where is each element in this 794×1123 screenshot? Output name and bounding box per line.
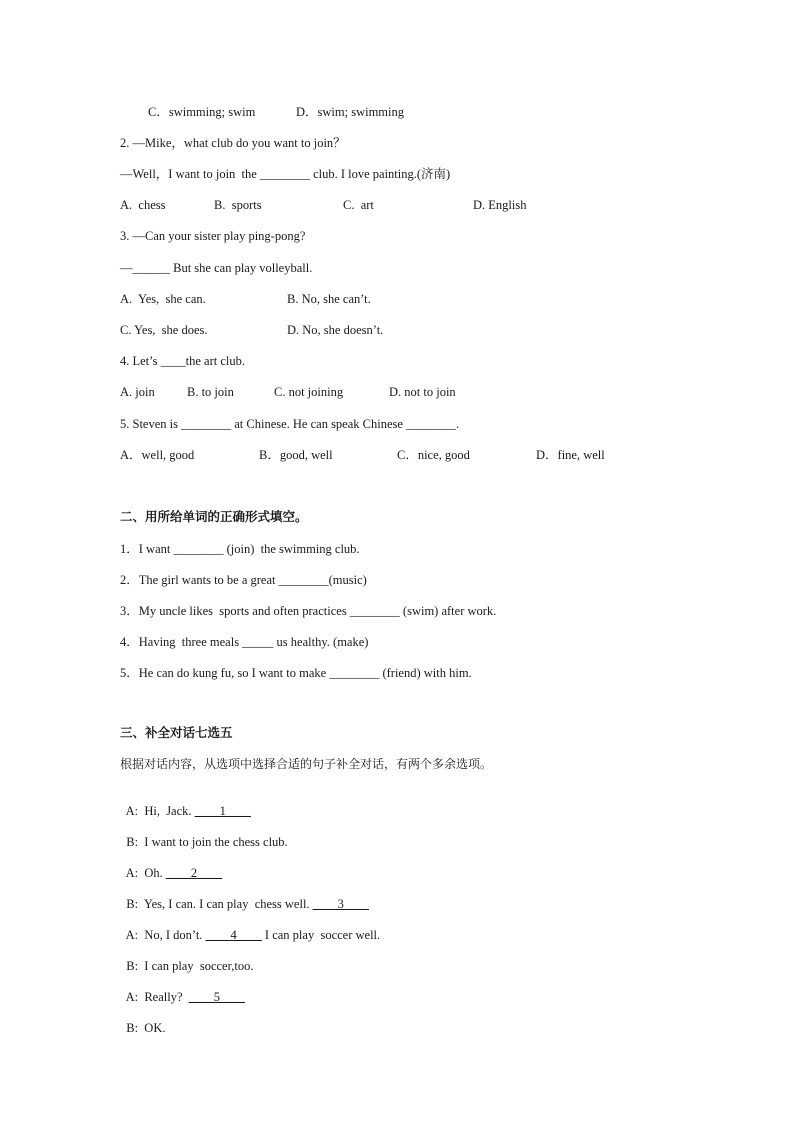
dialogue-text: A: No, I don’t.: [125, 928, 206, 942]
q5-option-d: D．fine, well: [536, 448, 605, 462]
q5-stem: 5. Steven is ________ at Chinese. He can speak Chinese ________.: [120, 417, 460, 431]
dialogue-blank-1: ____1____: [194, 804, 251, 818]
section2-item-3: 3．My uncle likes sports and often practices ________ (swim) after work.: [120, 604, 497, 618]
q2-stem: 2. —Mike，what club do you want to join？: [120, 136, 346, 150]
section2-item-1: 1．I want ________ (join) the swimming club.: [120, 542, 360, 556]
q2-option-b: B. sports: [214, 198, 262, 212]
dialogue-text-after: I can play soccer well.: [261, 928, 381, 942]
section2-item-2: 2．The girl wants to be a great ________(music): [120, 573, 367, 587]
q1-option-d: D．swim; swimming: [296, 105, 404, 119]
section3-instruction: 根据对话内容，从选项中选择合适的句子补全对话，有两个多余选项。: [120, 757, 493, 771]
q2-option-c: C. art: [343, 198, 374, 212]
dialogue-text: B: I want to join the chess club.: [126, 835, 288, 849]
dialogue-line-8: [120, 1004, 166, 1036]
dialogue-text: A: Oh.: [125, 866, 166, 880]
dialogue-blank-3: ____3____: [312, 897, 369, 911]
dialogue-line-5: [120, 911, 380, 943]
dialogue-text: B: OK.: [126, 1021, 166, 1035]
dialogue-text: A: Hi, Jack.: [125, 804, 195, 818]
q5-option-c: C．nice, good: [397, 448, 470, 462]
dialogue-blank-4: ____4____: [205, 928, 262, 942]
q2-option-d: D. English: [473, 198, 527, 212]
section2-item-5: 5．He can do kung fu, so I want to make ________ (friend) with him.: [120, 666, 472, 680]
dialogue-line-2: [120, 818, 288, 850]
q5-option-b: B．good, well: [259, 448, 333, 462]
section3-heading: 三、补全对话七选五: [120, 725, 233, 740]
q3-stem: 3. —Can your sister play ping-pong?: [120, 229, 306, 243]
dialogue-line-3: [120, 849, 222, 881]
q4-stem: 4. Let’s ____the art club.: [120, 354, 245, 368]
section2-heading: 二、用所给单词的正确形式填空。: [120, 509, 308, 524]
q2-option-a: A. chess: [120, 198, 166, 212]
q3-response: —______ But she can play volleyball.: [120, 261, 313, 275]
q3-option-a: A. Yes, she can.: [120, 292, 206, 306]
dialogue-line-7: [120, 973, 245, 1005]
dialogue-text: A: Really?: [125, 990, 189, 1004]
q4-option-b: B. to join: [187, 385, 234, 399]
dialogue-line-1: [120, 787, 251, 819]
q2-response: —Well，I want to join the ________ club. I love painting.(济南): [120, 167, 451, 181]
q4-option-d: D. not to join: [389, 385, 456, 399]
dialogue-blank-2: ____2____: [165, 866, 223, 880]
q4-option-a: A. join: [120, 385, 155, 399]
dialogue-line-6: [120, 942, 253, 974]
q3-option-c: C. Yes, she does.: [120, 323, 208, 337]
q5-option-a: A．well, good: [120, 448, 195, 462]
q1-option-c: C．swimming; swim: [148, 105, 256, 119]
dialogue-blank-5: ____5____: [188, 990, 245, 1004]
q3-option-b: B. No, she can’t.: [287, 292, 371, 306]
section2-item-4: 4．Having three meals _____ us healthy. (make): [120, 635, 369, 649]
dialogue-text: B: Yes, I can. I can play chess well.: [126, 897, 313, 911]
dialogue-text: B: I can play soccer,too.: [126, 959, 254, 973]
dialogue-line-4: [120, 880, 369, 912]
q3-option-d: D. No, she doesn’t.: [287, 323, 384, 337]
q4-option-c: C. not joining: [274, 385, 344, 399]
